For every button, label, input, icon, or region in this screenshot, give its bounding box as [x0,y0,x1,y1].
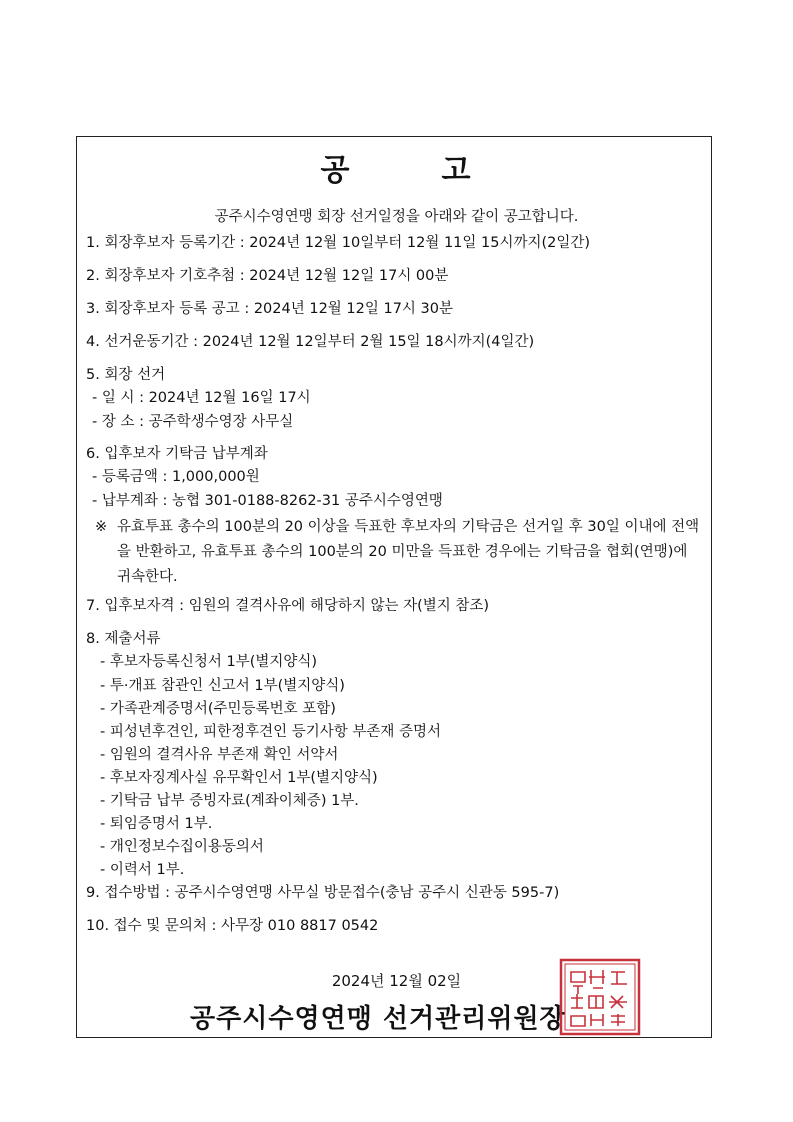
item-6-amount: - 등록금액 : 1,000,000원 [92,469,260,485]
doc-item: - 피성년후견인, 피한정후견인 등기사항 부존재 증명서 [100,724,442,740]
notice-title [0,145,793,189]
item-2: 2. 회장후보자 기호추첨 : 2024년 12월 12일 17시 00분 [86,268,449,284]
item-6-account: - 납부계좌 : 농협 301-0188-8262-31 공주시수영연맹 [92,493,443,509]
doc-item: - 임원의 결격사유 부존재 확인 서약서 [100,747,339,763]
title-char-right: 고 [441,153,473,188]
doc-item: - 투·개표 참관인 신고서 1부(별지양식) [100,678,345,694]
item-3: 3. 회장후보자 등록 공고 : 2024년 12월 12일 17시 30분 [86,301,454,317]
item-1: 1. 회장후보자 등록기간 : 2024년 12월 10일부터 12월 11일 15시까지(2일간) [86,235,591,251]
item-5-datetime: - 일 시 : 2024년 12월 16일 17시 [92,390,311,406]
intro-text: 공주시수영연맹 회장 선거일정을 아래와 같이 공고합니다. [214,209,579,225]
item-4: 4. 선거운동기간 : 2024년 12월 12일부터 2월 15일 18시까지(4일간) [86,334,535,350]
doc-item: - 후보자등록신청서 1부(별지양식) [100,654,318,670]
item-6: 6. 입후보자 기탁금 납부계좌 [86,446,268,462]
refund-note [95,515,705,590]
signer-name: 공주시수영연맹 선거관리위원장 [190,1004,566,1034]
item-5-place: - 장 소 : 공주학생수영장 사무실 [92,414,294,430]
doc-item: - 후보자징계사실 유무확인서 1부(별지양식) [100,770,378,786]
item-5: 5. 회장 선거 [86,367,166,383]
doc-item: - 개인정보수집이용동의서 [100,839,264,855]
note-mark: ※ [95,519,108,535]
item-7: 7. 입후보자격 : 임원의 결격사유에 해당하지 않는 자(별지 참조) [86,598,490,614]
item-9: 9. 접수방법 : 공주시수영연맹 사무실 방문접수(충남 공주시 신관동 595-7) [86,885,560,901]
note-text: 유효투표 총수의 100분의 20 이상을 득표한 후보자의 기탁금은 선거일 후 30일 이내에 전액을 반환하고, 유효투표 총수의 100분의 20 미만을 득표한 경우에는 기탁금을 협회(연맹)에 귀속한다. [117,519,700,585]
doc-item: - 기탁금 납부 증빙자료(계좌이체증) 1부. [100,793,359,809]
doc-item: - 이력서 1부. [100,862,185,878]
official-seal-icon [559,958,641,1036]
item-8: 8. 제출서류 [86,631,161,647]
title-char-left: 공 [320,153,352,188]
notice-date: 2024년 12월 02일 [331,972,462,990]
item-10: 10. 접수 및 문의처 : 사무장 010 8817 0542 [86,918,379,934]
doc-item: - 퇴임증명서 1부. [100,816,213,832]
doc-item: - 가족관계증명서(주민등록번호 포함) [100,701,336,717]
